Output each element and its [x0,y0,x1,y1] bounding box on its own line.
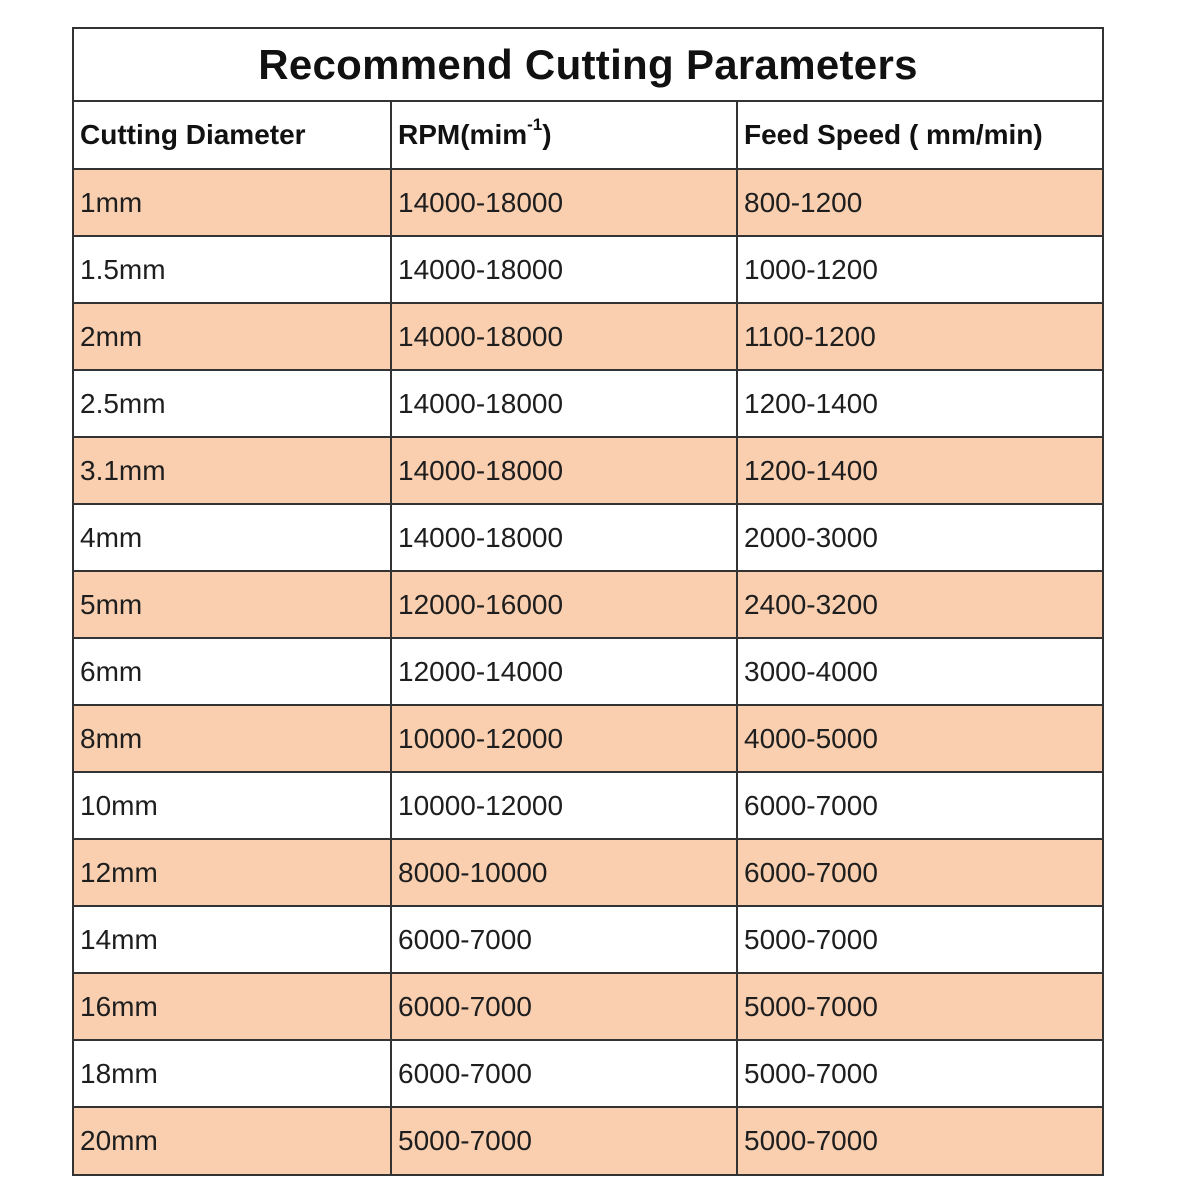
cell-feed: 5000-7000 [737,973,1102,1040]
cell-diameter: 5mm [74,571,391,638]
table-row [74,772,1102,839]
cell-rpm: 14000-18000 [391,169,737,236]
cell-diameter: 18mm [74,1040,391,1107]
cell-rpm: 14000-18000 [391,437,737,504]
cell-rpm: 14000-18000 [391,370,737,437]
header-rpm-label: RPM(mim [398,119,528,150]
table-row [74,906,1102,973]
header-rpm-superscript: -1 [527,115,543,134]
table-title: Recommend Cutting Parameters [258,40,918,88]
cell-diameter: 14mm [74,906,391,973]
table-row [74,437,1102,504]
cell-rpm: 10000-12000 [391,772,737,839]
cell-rpm: 10000-12000 [391,705,737,772]
cell-rpm: 6000-7000 [391,973,737,1040]
cell-rpm: 5000-7000 [391,1107,737,1174]
title-row [74,29,1102,102]
cell-rpm: 6000-7000 [391,906,737,973]
header-rpm [391,102,737,169]
cell-rpm: 14000-18000 [391,504,737,571]
table-row [74,1040,1102,1107]
cell-diameter: 8mm [74,705,391,772]
cell-diameter: 16mm [74,973,391,1040]
table-row [74,839,1102,906]
parameters-table [74,102,1102,1174]
cell-rpm: 14000-18000 [391,303,737,370]
cell-rpm: 12000-14000 [391,638,737,705]
cell-rpm: 12000-16000 [391,571,737,638]
cell-feed: 5000-7000 [737,1107,1102,1174]
cell-feed: 800-1200 [737,169,1102,236]
cell-diameter: 20mm [74,1107,391,1174]
cell-feed: 5000-7000 [737,1040,1102,1107]
table-row [74,236,1102,303]
cell-diameter: 2.5mm [74,370,391,437]
cell-rpm: 6000-7000 [391,1040,737,1107]
table-row [74,571,1102,638]
parameters-table-sheet [72,27,1104,1176]
table-row [74,705,1102,772]
cell-feed: 1200-1400 [737,437,1102,504]
table-row [74,504,1102,571]
table-row [74,973,1102,1040]
header-row [74,102,1102,169]
cell-feed: 1100-1200 [737,303,1102,370]
cell-feed: 2400-3200 [737,571,1102,638]
cell-feed: 4000-5000 [737,705,1102,772]
cell-feed: 3000-4000 [737,638,1102,705]
cell-diameter: 12mm [74,839,391,906]
cell-feed: 2000-3000 [737,504,1102,571]
cell-diameter: 10mm [74,772,391,839]
cell-diameter: 2mm [74,303,391,370]
cell-rpm: 8000-10000 [391,839,737,906]
table-row [74,303,1102,370]
cell-feed: 1000-1200 [737,236,1102,303]
cell-feed: 6000-7000 [737,772,1102,839]
header-cutting-diameter: Cutting Diameter [74,102,391,169]
cell-rpm: 14000-18000 [391,236,737,303]
cell-feed: 6000-7000 [737,839,1102,906]
header-rpm-suffix: ) [542,119,552,150]
table-row [74,169,1102,236]
cell-feed: 1200-1400 [737,370,1102,437]
table-body [74,169,1102,1174]
cell-diameter: 1.5mm [74,236,391,303]
cell-diameter: 1mm [74,169,391,236]
cell-diameter: 6mm [74,638,391,705]
header-feed-speed: Feed Speed ( mm/min) [737,102,1102,169]
cell-feed: 5000-7000 [737,906,1102,973]
table-row [74,1107,1102,1174]
table-row [74,370,1102,437]
cell-diameter: 4mm [74,504,391,571]
table-row [74,638,1102,705]
cell-diameter: 3.1mm [74,437,391,504]
